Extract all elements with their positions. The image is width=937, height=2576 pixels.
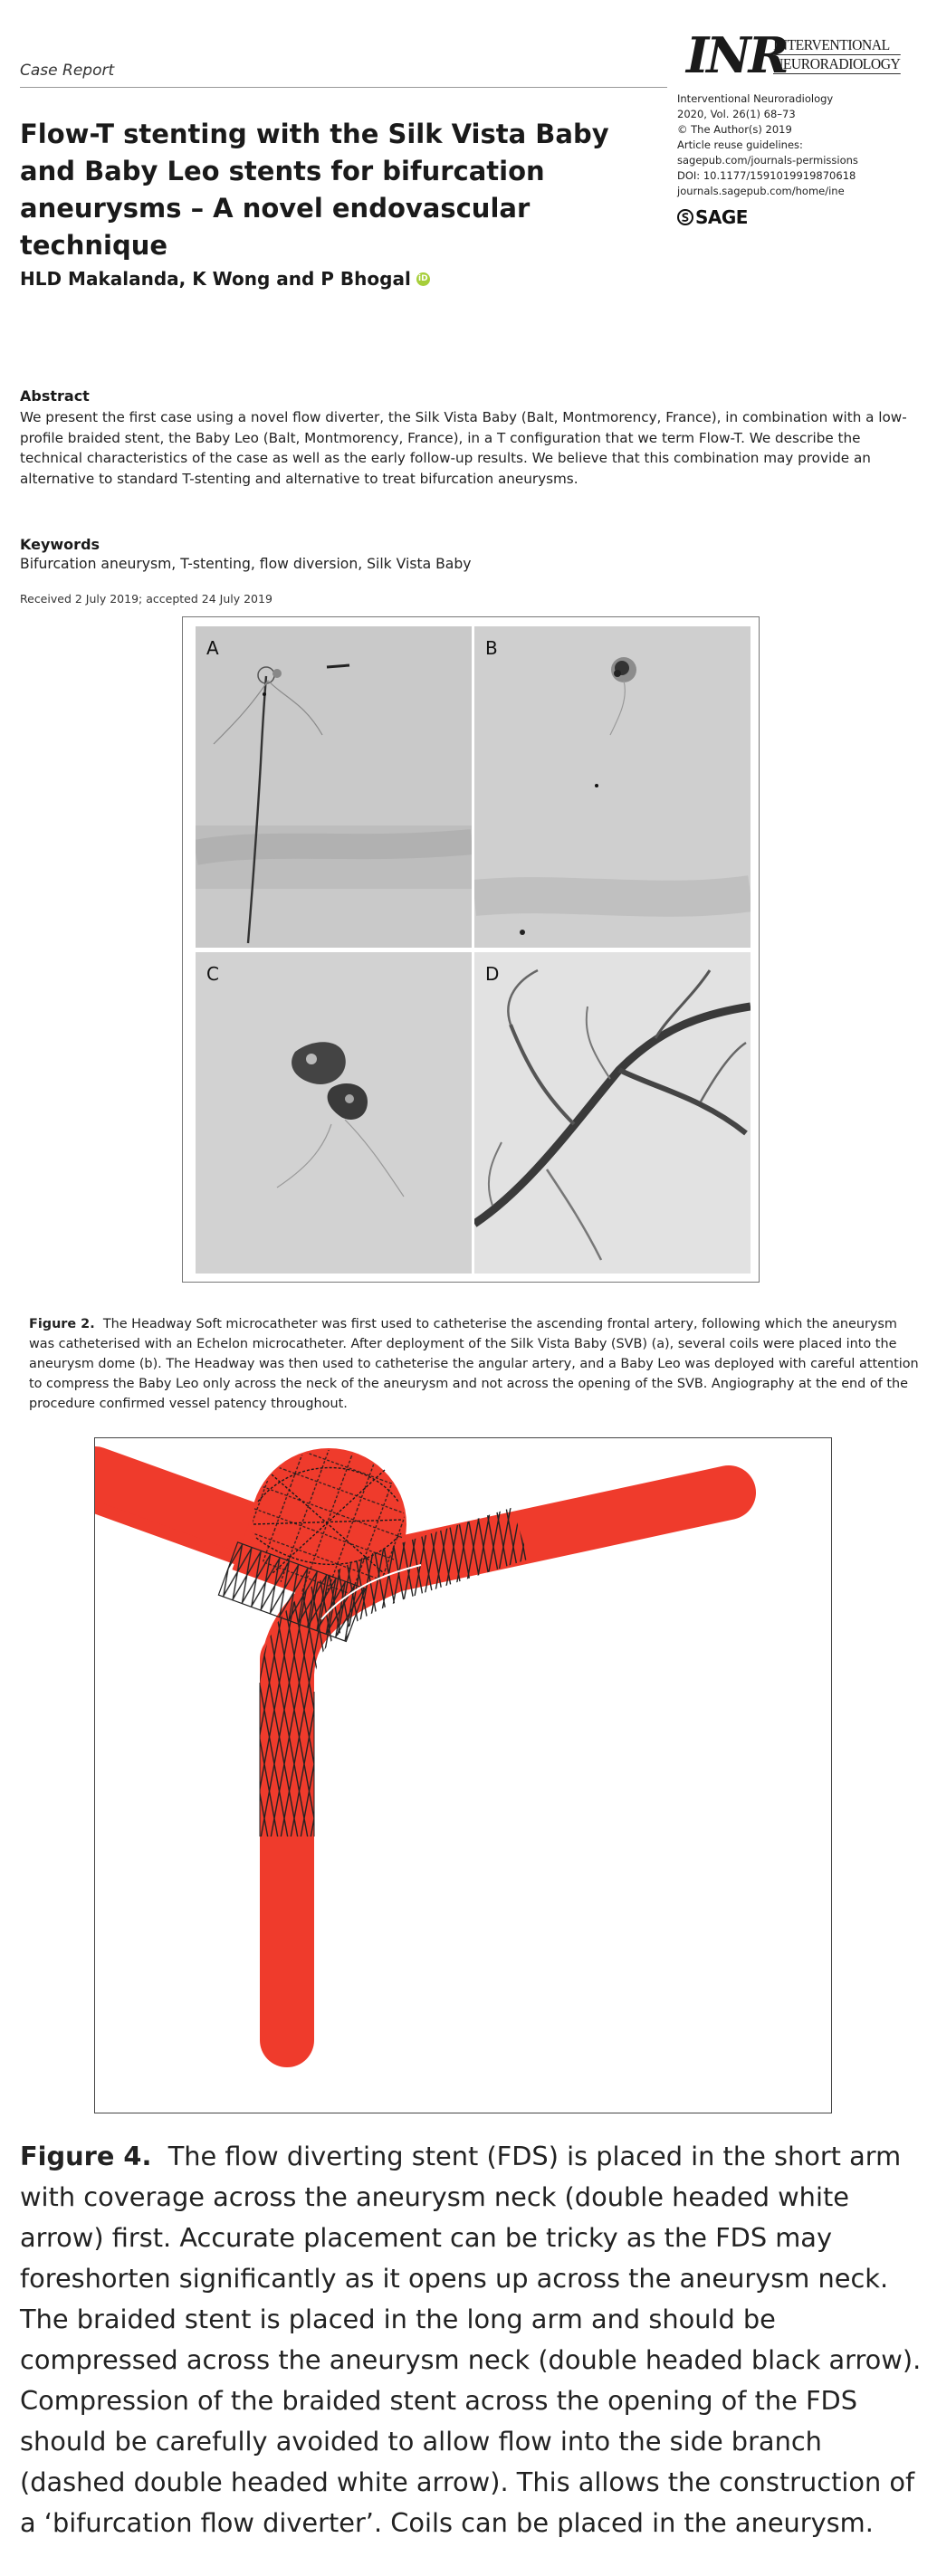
journal-info xyxy=(677,91,858,199)
journal-doi[interactable]: DOI: 10.1177/1591019919870618 xyxy=(677,169,856,182)
journal-logo xyxy=(686,26,901,84)
sage-mark-icon xyxy=(677,209,693,225)
flow-t-diagram xyxy=(95,1438,831,2113)
abstract-heading: Abstract xyxy=(20,387,90,405)
sage-wordmark: SAGE xyxy=(695,206,748,228)
journal-volume: 2020, Vol. 26(1) 68–73 xyxy=(677,108,796,120)
keywords-heading: Keywords xyxy=(20,536,100,553)
orcid-icon[interactable]: iD xyxy=(416,272,430,286)
figure2-caption xyxy=(29,1314,925,1414)
figure2-panel-d xyxy=(474,952,751,1274)
angiogram-d-image xyxy=(474,952,751,1274)
panel-letter-b: B xyxy=(485,637,498,659)
journal-logo-line1: INTERVENTIONAL xyxy=(773,36,900,55)
received-dates: Received 2 July 2019; accepted 24 July 2019 xyxy=(20,592,272,606)
author-list xyxy=(20,268,430,290)
journal-copyright: © The Author(s) 2019 xyxy=(677,123,792,136)
figure4-caption-label: Figure 4. xyxy=(20,2141,152,2171)
figure2-caption-text: The Headway Soft microcatheter was first used to catheterise the ascending frontal artery, following which the aneurysm was catheterised with an Echelon microcatheter. After deployment of the Silk Vista Baby (SVB) (a), several coils were placed into the aneurysm dome (b). The Headway was then used to catheterise the angular artery, and a Baby Leo was deployed with careful attention to compress the Baby Leo only across the neck of the aneurysm and not across the opening of the SVB. Angiography at the end of the procedure confirmed vessel patency throughout. xyxy=(29,1317,919,1411)
abstract-text: We present the first case using a novel flow diverter, the Silk Vista Baby (Balt, Montmorency, France), in combination with a low-profile braided stent, the Baby Leo (Balt, Montmorency, France), in a T configuration that we term Flow-T. We describe the technical characteristics of the case as well as the early follow-up results. We believe that this combination may provide an alternative to standard T-stenting and alternative to treat bifurcation aneurysms. xyxy=(20,409,907,487)
journal-logo-line2: NEURORADIOLOGY xyxy=(773,55,901,72)
journal-home-link[interactable]: journals.sagepub.com/home/ine xyxy=(677,185,845,197)
panel-letter-a: A xyxy=(206,637,219,659)
angiogram-b-image xyxy=(474,626,751,948)
figure2-panel-a xyxy=(196,626,472,948)
authors-text: HLD Makalanda, K Wong and P Bhogal xyxy=(20,268,411,290)
figure4-caption xyxy=(20,2136,925,2543)
section-label: Case Report xyxy=(20,62,115,80)
figure2-panel-b xyxy=(474,626,751,948)
journal-permissions-link[interactable]: sagepub.com/journals-permissions xyxy=(677,154,858,167)
keywords-text: Bifurcation aneurysm, T-stenting, flow diversion, Silk Vista Baby xyxy=(20,556,472,572)
vessel-group xyxy=(95,1448,729,2040)
figure4-caption-text: The flow diverting stent (FDS) is placed in the short arm with coverage across the aneurysm neck (double headed white arrow) first. Accurate placement can be tricky as the FDS may foreshorten significantly as it opens up across the aneurysm neck. The braided stent is placed in the long arm and should be compressed across the aneurysm neck (double headed black arrow). Compression of the braided stent across the opening of the FDS should be carefully avoided to allow flow into the side branch (dashed double headed white arrow). This allows the construction of a ‘bifurcation flow diverter’. Coils can be placed in the aneurysm. xyxy=(20,2141,922,2538)
figure2-panel-c xyxy=(196,952,472,1274)
angiogram-a-image xyxy=(196,626,472,948)
journal-reuse-label: Article reuse guidelines: xyxy=(677,138,803,151)
journal-name: Interventional Neuroradiology xyxy=(677,92,834,105)
figure2-caption-label: Figure 2. xyxy=(29,1317,95,1331)
sage-logo xyxy=(677,206,748,228)
panel-letter-c: C xyxy=(206,963,219,985)
journal-logo-mark: INR xyxy=(686,26,787,84)
panel-letter-d: D xyxy=(485,963,500,985)
angiogram-c-image xyxy=(196,952,472,1274)
article-title: Flow-T stenting with the Silk Vista Baby and Baby Leo stents for bifurcation aneurysms – A novel endovascular technique xyxy=(20,119,609,261)
header-rule xyxy=(20,87,667,88)
